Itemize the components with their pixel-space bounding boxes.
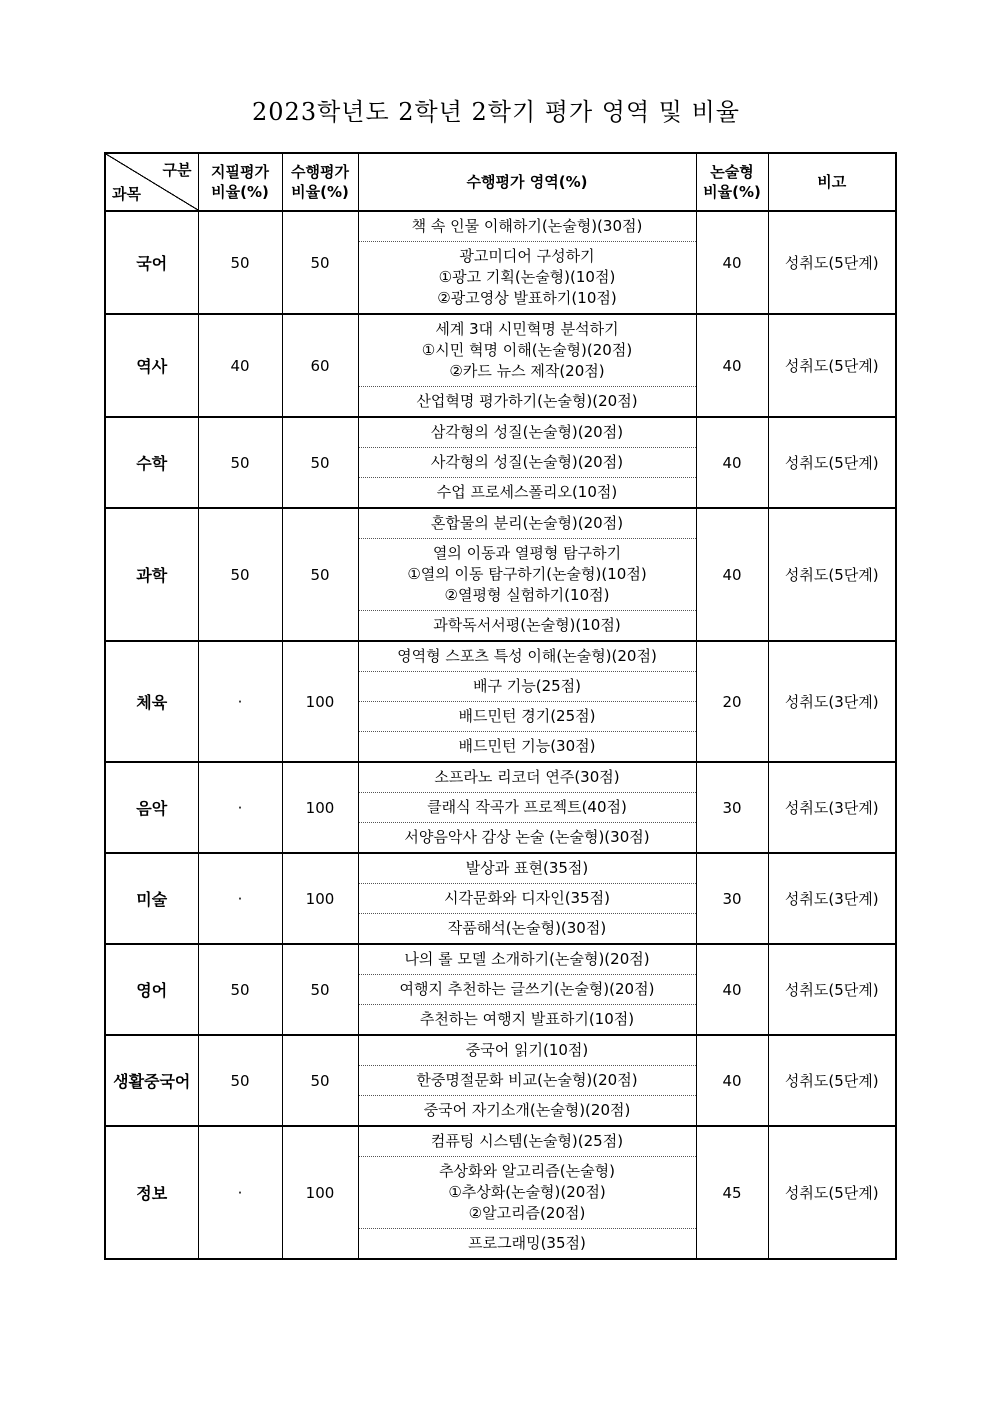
table-row — [105, 508, 896, 641]
list-item — [359, 611, 696, 640]
subject-cell: 영어 — [105, 944, 198, 1035]
note-header: 비고 — [768, 153, 896, 211]
list-item — [359, 884, 696, 914]
item-line: 사각형의 성질(논술형)(20점) — [430, 453, 624, 471]
essay-ratio-header — [696, 153, 768, 211]
performance-ratio-cell: 100 — [282, 1126, 358, 1259]
item-line: 중국어 읽기(10점) — [465, 1041, 589, 1059]
essay-ratio-cell: 40 — [696, 211, 768, 314]
page-title: 2023학년도 2학년 2학기 평가 영역 및 비율 — [252, 98, 740, 126]
header-line: 비율(%) — [291, 183, 349, 201]
subject-cell: 과학 — [105, 508, 198, 641]
essay-ratio-cell: 30 — [696, 762, 768, 853]
subject-cell: 음악 — [105, 762, 198, 853]
essay-ratio-cell: 45 — [696, 1126, 768, 1259]
list-item — [359, 478, 696, 507]
item-line: 영역형 스포츠 특성 이해(논술형)(20점) — [397, 647, 657, 665]
performance-areas-cell — [358, 417, 696, 508]
note-cell: 성취도(5단계) — [768, 1035, 896, 1126]
table-row — [105, 314, 896, 417]
written-ratio-cell: 40 — [198, 314, 282, 417]
note-cell: 성취도(3단계) — [768, 641, 896, 762]
written-ratio-header — [198, 153, 282, 211]
item-line: ①열의 이동 탐구하기(논술형)(10점) — [407, 565, 647, 583]
written-ratio-cell: · — [198, 641, 282, 762]
performance-areas-cell — [358, 944, 696, 1035]
essay-ratio-cell: 40 — [696, 944, 768, 1035]
item-line: 혼합물의 분리(논술형)(20점) — [430, 514, 624, 532]
item-line: 시각문화와 디자인(35점) — [444, 889, 610, 907]
performance-areas-cell — [358, 762, 696, 853]
item-line: 중국어 자기소개(논술형)(20점) — [423, 1101, 631, 1119]
subject-cell: 역사 — [105, 314, 198, 417]
item-line: 클래식 작곡가 프로젝트(40점) — [427, 798, 627, 816]
item-line: 산업혁명 평가하기(논술형)(20점) — [416, 392, 638, 410]
list-item — [359, 793, 696, 823]
list-item — [359, 732, 696, 761]
note-cell: 성취도(5단계) — [768, 314, 896, 417]
list-item — [359, 975, 696, 1005]
list-item — [359, 448, 696, 478]
table-body — [105, 211, 896, 1259]
written-ratio-cell: · — [198, 1126, 282, 1259]
essay-ratio-cell: 30 — [696, 853, 768, 944]
table-row — [105, 944, 896, 1035]
item-line: 프로그래밍(35점) — [468, 1234, 586, 1252]
list-item — [359, 763, 696, 793]
item-line: 배구 기능(25점) — [472, 677, 581, 695]
item-line: 컴퓨팅 시스템(논술형)(25점) — [430, 1132, 624, 1150]
item-line: ①광고 기획(논술형)(10점) — [438, 268, 616, 286]
performance-areas-cell — [358, 211, 696, 314]
written-ratio-cell: 50 — [198, 1035, 282, 1126]
essay-ratio-cell: 40 — [696, 314, 768, 417]
note-cell: 성취도(5단계) — [768, 508, 896, 641]
subject-cell: 생활중국어 — [105, 1035, 198, 1126]
item-line: 광고미디어 구성하기 — [459, 247, 595, 265]
list-item — [359, 1229, 696, 1258]
essay-ratio-cell: 40 — [696, 417, 768, 508]
corner-top-label: 구분 — [162, 161, 192, 179]
table-row — [105, 1035, 896, 1126]
header-line: 비율(%) — [703, 183, 761, 201]
header-line: 지필평가 — [211, 163, 269, 181]
table-row — [105, 762, 896, 853]
note-cell: 성취도(3단계) — [768, 762, 896, 853]
list-item — [359, 1036, 696, 1066]
performance-ratio-cell: 50 — [282, 508, 358, 641]
subject-cell: 미술 — [105, 853, 198, 944]
table-row — [105, 641, 896, 762]
subject-cell: 체육 — [105, 641, 198, 762]
note-cell: 성취도(5단계) — [768, 417, 896, 508]
header-row — [105, 153, 896, 211]
performance-ratio-cell: 100 — [282, 641, 358, 762]
performance-areas-cell — [358, 1035, 696, 1126]
evaluation-table — [104, 152, 897, 1260]
performance-ratio-cell: 50 — [282, 211, 358, 314]
item-line: 수업 프로세스폴리오(10점) — [436, 483, 618, 501]
list-item — [359, 702, 696, 732]
corner-header — [105, 153, 198, 211]
corner-bottom-label: 과목 — [112, 185, 141, 203]
written-ratio-cell: · — [198, 853, 282, 944]
subject-cell: 정보 — [105, 1126, 198, 1259]
list-item — [359, 418, 696, 448]
table-row — [105, 417, 896, 508]
performance-areas-cell — [358, 853, 696, 944]
written-ratio-cell: 50 — [198, 508, 282, 641]
item-line: 책 속 인물 이해하기(논술형)(30점) — [411, 217, 643, 235]
list-item — [359, 315, 696, 387]
performance-areas-cell — [358, 508, 696, 641]
item-line: 한중명절문화 비교(논술형)(20점) — [416, 1071, 638, 1089]
header-line: 수행평가 — [291, 163, 349, 181]
item-line: 열의 이동과 열평형 탐구하기 — [432, 544, 622, 562]
list-item — [359, 539, 696, 611]
list-item — [359, 509, 696, 539]
note-cell: 성취도(5단계) — [768, 211, 896, 314]
item-line: 여행지 추천하는 글쓰기(논술형)(20점) — [399, 980, 655, 998]
written-ratio-cell: · — [198, 762, 282, 853]
item-line: 작품해석(논술형)(30점) — [447, 919, 607, 937]
list-item — [359, 212, 696, 242]
header-line: 비율(%) — [211, 183, 269, 201]
table-row — [105, 211, 896, 314]
list-item — [359, 1005, 696, 1034]
header-line: 논술형 — [710, 163, 754, 181]
list-item — [359, 945, 696, 975]
table-row — [105, 853, 896, 944]
list-item — [359, 242, 696, 313]
list-item — [359, 1066, 696, 1096]
list-item — [359, 1096, 696, 1125]
performance-ratio-cell: 50 — [282, 417, 358, 508]
item-line: ②카드 뉴스 제작(20점) — [449, 362, 605, 380]
essay-ratio-cell: 40 — [696, 1035, 768, 1126]
item-line: ①추상화(논술형)(20점) — [448, 1183, 606, 1201]
performance-areas-cell — [358, 1126, 696, 1259]
essay-ratio-cell: 40 — [696, 508, 768, 641]
subject-cell: 국어 — [105, 211, 198, 314]
subject-cell: 수학 — [105, 417, 198, 508]
list-item — [359, 672, 696, 702]
item-line: 소프라노 리코더 연주(30점) — [434, 768, 620, 786]
item-line: ①시민 혁명 이해(논술형)(20점) — [421, 341, 633, 359]
item-line: 나의 롤 모델 소개하기(논술형)(20점) — [404, 950, 650, 968]
performance-areas-cell — [358, 641, 696, 762]
item-line: 추상화와 알고리즘(논술형) — [439, 1162, 615, 1180]
item-line: 세계 3대 시민혁명 분석하기 — [435, 320, 619, 338]
performance-ratio-cell: 100 — [282, 762, 358, 853]
written-ratio-cell: 50 — [198, 211, 282, 314]
item-line: 삼각형의 성질(논술형)(20점) — [430, 423, 624, 441]
performance-ratio-cell: 100 — [282, 853, 358, 944]
item-line: ②알고리즘(20점) — [468, 1204, 586, 1222]
item-line: 배드민턴 기능(30점) — [458, 737, 596, 755]
item-line: 추천하는 여행지 발표하기(10점) — [419, 1010, 635, 1028]
performance-ratio-cell: 60 — [282, 314, 358, 417]
item-line: 서양음악사 감상 논술 (논술형)(30점) — [404, 828, 650, 846]
list-item — [359, 642, 696, 672]
item-line: ②열평형 실험하기(10점) — [444, 586, 610, 604]
performance-areas-header: 수행평가 영역(%) — [358, 153, 696, 211]
list-item — [359, 1157, 696, 1229]
list-item — [359, 914, 696, 943]
table-row — [105, 1126, 896, 1259]
item-line: 과학독서서평(논술형)(10점) — [433, 616, 621, 634]
note-cell: 성취도(5단계) — [768, 1126, 896, 1259]
note-cell: 성취도(3단계) — [768, 853, 896, 944]
list-item — [359, 387, 696, 416]
written-ratio-cell: 50 — [198, 944, 282, 1035]
item-line: 배드민턴 경기(25점) — [458, 707, 596, 725]
item-line: ②광고영상 발표하기(10점) — [437, 289, 617, 307]
item-line: 발상과 표현(35점) — [465, 859, 589, 877]
performance-ratio-cell: 50 — [282, 944, 358, 1035]
list-item — [359, 823, 696, 852]
list-item — [359, 1127, 696, 1157]
note-cell: 성취도(5단계) — [768, 944, 896, 1035]
performance-ratio-header — [282, 153, 358, 211]
written-ratio-cell: 50 — [198, 417, 282, 508]
essay-ratio-cell: 20 — [696, 641, 768, 762]
list-item — [359, 854, 696, 884]
performance-areas-cell — [358, 314, 696, 417]
performance-ratio-cell: 50 — [282, 1035, 358, 1126]
